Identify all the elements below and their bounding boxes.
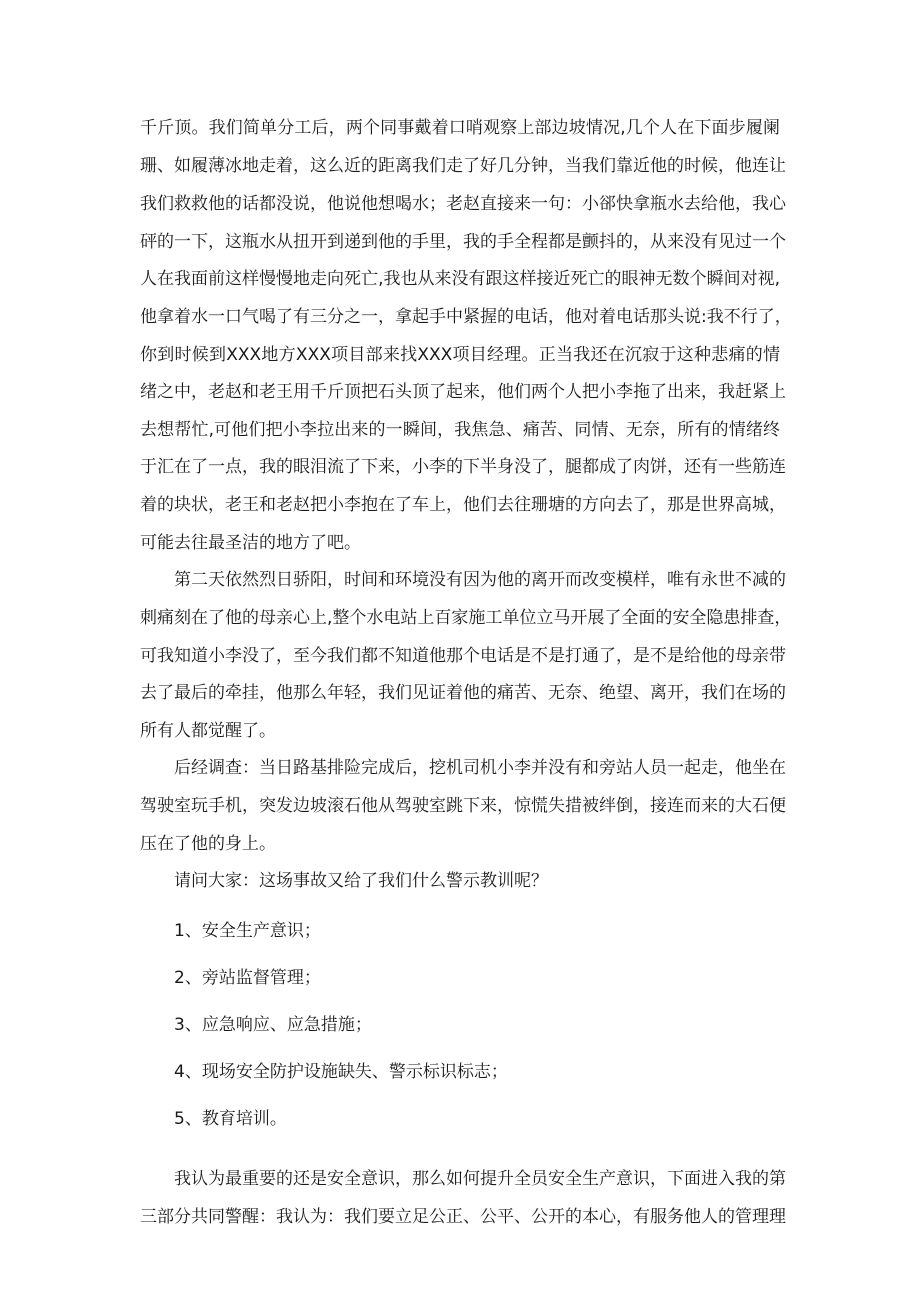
question-line: 请问大家：这场事故又给了我们什么警示教训呢？	[174, 871, 548, 891]
text-line: 压在了他的身上。	[140, 834, 276, 854]
text-line: 我认为最重要的还是安全意识，那么如何提升全员安全生产意识，下面进入我的第	[174, 1169, 786, 1189]
text-line: 着的块状，老王和老赵把小李抱在了车上，他们去往珊塘的方向去了，那是世界高城，	[140, 495, 786, 515]
text-line: 我们救救他的话都没说，他说他想喝水；老赵直接来一句：小郤快拿瓶水去给他，我心	[140, 194, 786, 214]
text-line: 驾驶室玩手机，突发边坡滚石他从驾驶室跳下来，惊慌失措被绊倒，接连而来的大石便	[140, 796, 786, 816]
text-line: 可能去往最圣洁的地方了吧。	[140, 533, 361, 553]
text-line: 可我知道小李没了，至今我们都不知道他那个电话是不是打通了，是不是给他的母亲带	[140, 646, 786, 666]
list-item: 5、教育培训。	[174, 1109, 287, 1129]
text-line: 人在我面前这样慢慢地走向死亡,我也从来没有跟这样接近死亡的眼神无数个瞬间对视,	[140, 269, 780, 289]
text-line: 你到时候到XXX地方XXX项目部来找XXX项目经理。正当我还在沉寂于这种悲痛的情	[140, 345, 780, 365]
list-item: 2、旁站监督管理；	[174, 968, 321, 988]
text-line: 三部分共同警醒：我认为：我们要立足公正、公平、公开的本心，有服务他人的管理理	[140, 1207, 786, 1227]
text-line: 去了最后的牵挂，他那么年轻，我们见证着他的痛苦、无奈、绝望、离开，我们在场的	[140, 683, 786, 703]
list-item: 4、现场安全防护设施缺失、警示标识标志；	[174, 1062, 508, 1082]
text-line: 第二天依然烈日骄阳，时间和环境没有因为他的离开而改变模样，唯有永世不减的	[174, 570, 786, 590]
list-item: 1、安全生产意识；	[174, 921, 321, 941]
text-line: 珊、如履薄冰地走着，这么近的距离我们走了好几分钟，当我们靠近他的时候，他连让	[140, 156, 786, 176]
text-line: 后经调查：当日路基排险完成后，挖机司机小李并没有和旁站人员一起走，他坐在	[174, 758, 786, 778]
text-line: 他拿着水一口气喝了有三分之一，拿起手中紧握的电话，他对着电话那头说:我不行了，	[140, 307, 792, 327]
text-line: 所有人都觉醒了。	[140, 721, 276, 741]
text-line: 绪之中，老赵和老王用千斤顶把石头顶了起来，他们两个人把小李拖了出来，我赶紧上	[140, 382, 786, 402]
text-line: 千斤顶。我们简单分工后，两个同事戴着口哨观察上部边坡情况,几个人在下面步履阑	[140, 118, 780, 138]
list-item: 3、应急响应、应急措施；	[174, 1015, 372, 1035]
text-line: 砰的一下，这瓶水从扭开到递到他的手里，我的手全程都是颤抖的，从来没有见过一个	[140, 232, 786, 252]
text-line: 刺痛刻在了他的母亲心上,整个水电站上百家施工单位立马开展了全面的安全隐患排查，	[140, 608, 792, 628]
text-line: 去想帮忙,可他们把小李拉出来的一瞬间，我焦急、痛苦、同情、无奈，所有的情绪终	[140, 420, 780, 440]
text-line: 于汇在了一点，我的眼泪流了下来，小李的下半身没了，腿都成了肉饼，还有一些筋连	[140, 457, 786, 477]
